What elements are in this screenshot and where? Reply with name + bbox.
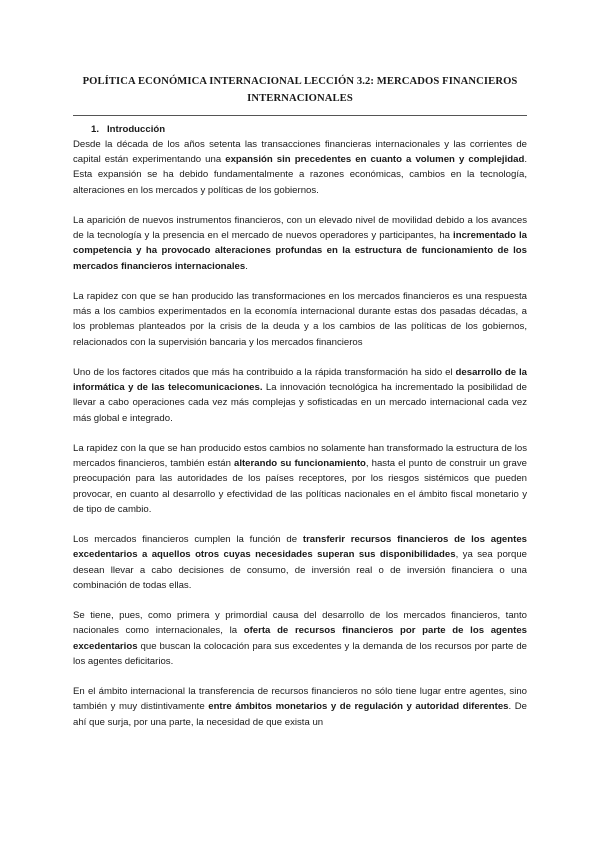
paragraph	[73, 532, 527, 593]
title-line-2: INTERNACIONALES	[247, 93, 353, 104]
title-divider	[73, 115, 527, 116]
paragraph	[73, 213, 527, 274]
text-run: , hasta el punto de construir un grave preocupación para las autoridades de los países receptores, por los riesgos sistémicos que pueden provocar, en cuanto al desarrollo y efectividad de las políticas nacionales en el ámbito fiscal monetario y de tipo de cambio.	[73, 458, 527, 515]
text-run: La rapidez con la que se han producido estos cambios no solamente han transformado la estructura de los mercados financieros, también están	[73, 443, 527, 470]
text-run: La innovación tecnológica ha incrementado la posibilidad de llevar a cabo operaciones cada vez más complejas y sofisticadas en un mercado internacional cada vez más global e integrado.	[73, 382, 527, 424]
paragraph	[73, 137, 527, 198]
paragraph	[73, 289, 527, 350]
text-run: En el ámbito internacional la transferencia de recursos financieros no sólo tiene lugar entre agentes, sino también y muy distintivamente	[73, 686, 527, 713]
section-heading	[73, 122, 527, 137]
bold-text: incrementado la competencia y ha provocado alteraciones profundas en la estructura de funcionamiento de los mercados financieros internacionales	[73, 230, 527, 272]
text-run: La aparición de nuevos instrumentos financieros, con un elevado nivel de movilidad debido a los avances de la tecnología y la presencia en el mercado de nuevos operadores y participantes, ha	[73, 215, 527, 242]
text-run: Se tiene, pues, como primera y primordial causa del desarrollo de los mercados financieros, tanto nacionales como internacionales, la	[73, 610, 527, 637]
paragraph	[73, 684, 527, 730]
text-run: .	[245, 260, 248, 272]
section-title: Introducción	[107, 124, 166, 135]
text-run: Desde la década de los años setenta las transacciones financieras internacionales y las corrientes de capital están experimentando una	[73, 139, 527, 166]
section-number: 1.	[91, 124, 100, 135]
text-run: Uno de los factores citados que más ha contribuido a la rápida transformación ha sido el	[73, 367, 456, 378]
title-line-1: POLÍTICA ECONÓMICA INTERNACIONAL LECCIÓN 3.2: MERCADOS FINANCIEROS	[82, 76, 518, 87]
text-run: Los mercados financieros cumplen la función de	[73, 534, 303, 546]
text-run: , ya sea porque desean llevar a cabo decisiones de consumo, de inversión real o de inversión financiera o una combinación de todas ellas.	[73, 549, 527, 591]
bold-text: desarrollo de la informática y de las telecomunicaciones.	[73, 367, 527, 394]
paragraph	[73, 608, 527, 669]
document-title	[73, 0, 527, 107]
bold-text: expansión sin precedentes en cuanto a volumen y complejidad	[225, 154, 525, 166]
paragraph	[73, 365, 527, 426]
text-run: que buscan la colocación para sus excedentes y la demanda de los recursos por parte de los agentes deficitarios.	[73, 640, 527, 667]
text-run: . De ahí que surja, por una parte, la necesidad de que exista un	[73, 701, 527, 728]
paragraph	[73, 441, 527, 517]
text-run: . Esta expansión se ha debido fundamentalmente a razones económicas, cambios en la tecnología, alteraciones en los mercados y políticas de los gobiernos.	[73, 154, 527, 196]
bold-text: oferta de recursos financieros por parte de los agentes excedentarios	[73, 625, 527, 652]
text-run: La rapidez con que se han producido las transformaciones en los mercados financieros es una respuesta más a los cambios experimentados en la economía internacional durante estas dos pasadas décadas, a los problemas planteados por la crisis de la deuda y a los cambios de las políticas de los gobiernos, relacionados con la supervisión bancaria y los mercados financieros	[73, 291, 527, 348]
bold-text: transferir recursos financieros de los agentes excedentarios a aquellos otros cuyas necesidades superan sus disponibilidades	[73, 534, 527, 561]
body-text	[73, 137, 527, 730]
bold-text: alterando su funcionamiento	[233, 458, 366, 470]
bold-text: entre ámbitos monetarios y de regulación y autoridad diferentes	[208, 701, 509, 713]
